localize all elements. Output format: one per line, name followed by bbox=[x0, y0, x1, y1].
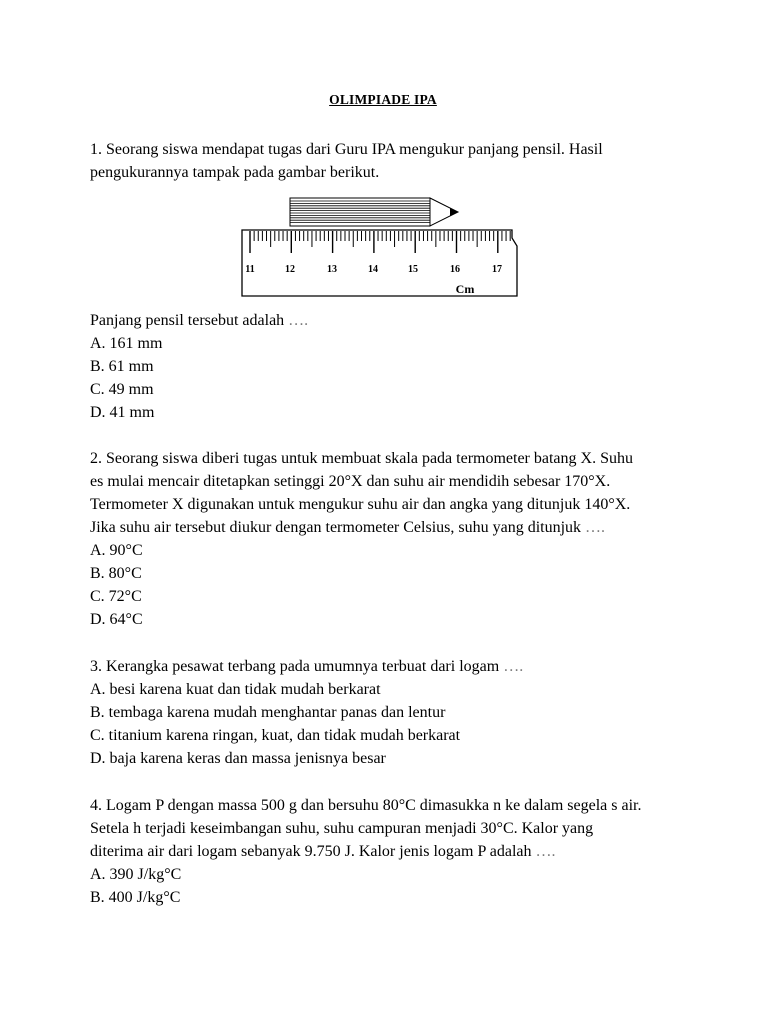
ruler-pencil-figure bbox=[236, 194, 526, 309]
q3-option-d: D. baja karena keras dan massa jenisnya besar bbox=[90, 750, 386, 767]
q4-dots: …. bbox=[535, 843, 556, 860]
ruler-label-15: 15 bbox=[408, 264, 418, 275]
question-2 bbox=[90, 447, 710, 631]
q2-dots: …. bbox=[585, 519, 606, 536]
question-1-stem bbox=[90, 138, 710, 184]
q1-dots: …. bbox=[288, 312, 309, 329]
ruler-label-17: 17 bbox=[492, 264, 502, 275]
ruler-unit-label: Cm bbox=[455, 282, 475, 296]
q3-dots: …. bbox=[503, 658, 524, 675]
q4-option-a: A. 390 J/kg°C bbox=[90, 866, 182, 883]
q4-stem-line-3 bbox=[90, 840, 710, 863]
q1-option-c: C. 49 mm bbox=[90, 381, 154, 398]
q3-option-b: B. tembaga karena mudah menghantar panas dan lentur bbox=[90, 704, 446, 721]
q2-stem-line-4-text: Jika suhu air tersebut diukur dengan termometer Celsius, suhu yang ditunjuk bbox=[90, 519, 582, 536]
q3-stem bbox=[90, 655, 710, 678]
q2-option-c: C. 72°C bbox=[90, 588, 142, 605]
q1-prompt-text: Panjang pensil tersebut adalah bbox=[90, 312, 285, 329]
question-3 bbox=[90, 655, 710, 770]
q4-stem-line-1: 4. Logam P dengan massa 500 g dan bersuhu 80°C dimasukka n ke dalam segela s air. bbox=[90, 797, 642, 814]
q3-option-a: A. besi karena kuat dan tidak mudah berkarat bbox=[90, 681, 381, 698]
question-1-answers bbox=[90, 309, 710, 424]
q2-stem-line-3: Termometer X digunakan untuk mengukur suhu air dan angka yang ditunjuk 140°X. bbox=[90, 496, 631, 513]
q3-option-c: C. titanium karena ringan, kuat, dan tidak mudah berkarat bbox=[90, 727, 461, 744]
q4-stem-line-3-text: diterima air dari logam sebanyak 9.750 J. Kalor jenis logam P adalah bbox=[90, 843, 532, 860]
q2-option-a: A. 90°C bbox=[90, 542, 143, 559]
q1-prompt bbox=[90, 309, 710, 332]
ruler-label-13: 13 bbox=[327, 264, 337, 275]
q1-option-b: B. 61 mm bbox=[90, 358, 154, 375]
q3-stem-text: 3. Kerangka pesawat terbang pada umumnya terbuat dari logam bbox=[90, 658, 500, 675]
q2-stem-line-4 bbox=[90, 516, 710, 539]
q4-option-b: B. 400 J/kg°C bbox=[90, 889, 181, 906]
q1-option-d: D. 41 mm bbox=[90, 404, 155, 421]
q1-option-a: A. 161 mm bbox=[90, 335, 163, 352]
ruler-label-11: 11 bbox=[245, 264, 255, 275]
ruler-label-16: 16 bbox=[450, 264, 460, 275]
ruler-label-14: 14 bbox=[368, 264, 378, 275]
page-title: OLIMPIADE IPA bbox=[329, 92, 437, 107]
q2-option-d: D. 64°C bbox=[90, 611, 143, 628]
pencil-illustration bbox=[290, 198, 458, 226]
ruler-label-12: 12 bbox=[285, 264, 295, 275]
q4-stem-line-2: Setela h terjadi keseimbangan suhu, suhu campuran menjadi 30°C. Kalor yang bbox=[90, 820, 594, 837]
q2-stem-line-2: es mulai mencair ditetapkan setinggi 20°X dan suhu air mendidih sebesar 170°X. bbox=[90, 473, 611, 490]
q1-stem-line-2: pengukurannya tampak pada gambar berikut. bbox=[90, 164, 380, 181]
question-4 bbox=[90, 794, 710, 909]
q2-stem-line-1: 2. Seorang siswa diberi tugas untuk membuat skala pada termometer batang X. Suhu bbox=[90, 450, 633, 467]
q2-option-b: B. 80°C bbox=[90, 565, 142, 582]
q1-stem-line-1: 1. Seorang siswa mendapat tugas dari Guru IPA mengukur panjang pensil. Hasil bbox=[90, 141, 603, 158]
